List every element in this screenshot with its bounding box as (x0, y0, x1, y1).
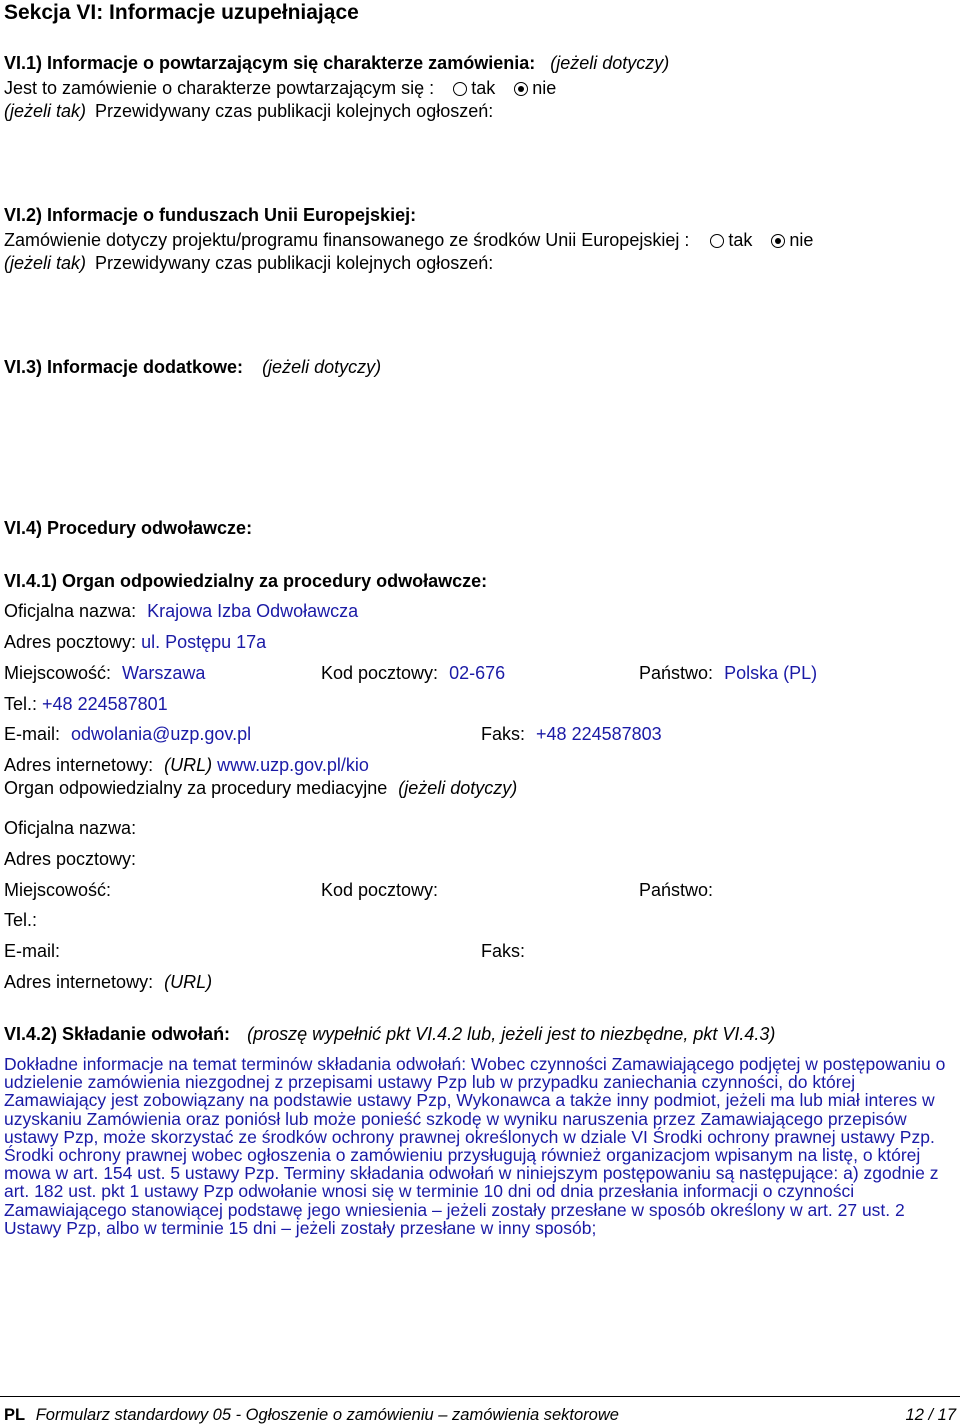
appeal-email-label: E-mail: (4, 724, 61, 744)
vi1-followup-row (4, 101, 493, 123)
appeal-www-row (4, 755, 369, 777)
vi42-note: (proszę wypełnić pkt VI.4.2 lub, jeżeli jest to niezbędne, pkt VI.4.3) (247, 1024, 776, 1044)
appeal-postcode-label: Kod pocztowy: (321, 663, 439, 683)
mediation-postcode-label: Kod pocztowy: (321, 880, 439, 900)
appeal-postcode-value: 02-676 (449, 663, 506, 683)
vi1-heading-row (4, 53, 669, 75)
appeal-country-value: Polska (PL) (724, 663, 818, 683)
vi3-heading-note: (jeżeli dotyczy) (262, 357, 382, 377)
mediation-heading-note: (jeżeli dotyczy) (398, 778, 518, 798)
section-title: Sekcja VI: Informacje uzupełniające (4, 1, 359, 24)
vi1-heading-note: (jeżeli dotyczy) (550, 53, 670, 73)
vi2-radio-no[interactable] (771, 234, 785, 248)
vi2-label-no: nie (789, 230, 814, 250)
appeal-deadlines-text: Wobec czynności Zamawiającego podjętej w postępowaniu o udzielenie zamówienia niezgodnej z przepisami ustawy Pzp lub w przypadku zaniechania czynności, do której Zamawiający jest zobowiązany na podstawie ustawy Pzp, Wykonawca a także inny podmiot, jeżeli ma lub miał interes w uzyskaniu Zamówienia oraz poniósł lub może ponieść szkodę w wyniku naruszenia przez Zamawiającego przepisów ustawy Pzp, może skorzystać ze środków ochrony prawnej określonych w dziale VI Środki ochrony prawnej ustawy Pzp. Środki ochrony prawnej wobec ogłoszenia o zamówieniu przysługują również organizacjom wpisanym na listę, o której mowa w art. 154 ust. 5 ustawy Pzp. Terminy składania odwołań w niniejszym postępowaniu są następujące: a) zgodnie z art. 182 ust. pkt 1 ustawy Pzp odwołanie wnosi się w terminie 10 dni od dnia przesłania informacji o czynności Zamawiającego stanowiącej podstawę jego wniesienia – jeżeli zostały przesłane w sposób określony w art. 27 ust. 2 Ustawy Pzp, albo w terminie 15 dni – jeżeli zostały przesłane w inny sposób; (4, 1054, 946, 1238)
mediation-email-label: E-mail: (4, 941, 61, 961)
vi3-heading-row (4, 357, 381, 379)
appeal-address-label: Adres pocztowy: (4, 632, 137, 652)
appeal-email-value[interactable]: odwolania@uzp.gov.pl (71, 724, 252, 744)
mediation-tel-label: Tel.: (4, 910, 38, 930)
appeal-tel-label: Tel.: (4, 694, 38, 714)
vi2-radio-yes[interactable] (710, 234, 724, 248)
mediation-heading: Organ odpowiedzialny za procedury mediacyjne (4, 778, 388, 798)
appeal-www-value[interactable]: www.uzp.gov.pl/kio (217, 755, 369, 775)
vi2-heading: VI.2) Informacje o funduszach Unii Europejskiej: (4, 205, 417, 225)
vi2-followup-row (4, 253, 493, 275)
vi2-label-yes: tak (728, 230, 753, 250)
appeal-www-label: Adres internetowy: (4, 755, 154, 775)
appeal-name-row (4, 601, 358, 623)
vi1-followup-text: Przewidywany czas publikacji kolejnych ogłoszeń: (95, 101, 494, 121)
appeal-email-row (4, 724, 251, 746)
vi1-radio-yes[interactable] (453, 82, 467, 96)
vi42-heading: VI.4.2) Składanie odwołań: (4, 1024, 231, 1044)
mediation-country-label: Państwo: (639, 880, 714, 900)
mediation-www-label: Adres internetowy: (4, 972, 154, 992)
mediation-heading-row (4, 778, 517, 800)
vi2-followup-text: Przewidywany czas publikacji kolejnych ogłoszeń: (95, 253, 494, 273)
vi1-question: Jest to zamówienie o charakterze powtarzającym się : (4, 78, 435, 98)
appeal-deadlines-paragraph (4, 1055, 959, 1237)
appeal-name-value: Krajowa Izba Odwoławcza (147, 601, 359, 621)
appeal-postcode-row (321, 663, 505, 685)
appeal-tel-row (4, 694, 168, 716)
appeal-city-value: Warszawa (122, 663, 206, 683)
appeal-address-row (4, 632, 266, 654)
vi1-question-row (4, 78, 556, 100)
mediation-www-note: (URL) (164, 972, 213, 992)
appeal-country-row (639, 663, 817, 685)
vi2-question-row (4, 230, 813, 252)
mediation-fax-label: Faks: (481, 941, 526, 961)
footer-form-name: Formularz standardowy 05 - Ogłoszenie o zamówieniu – zamówienia sektorowe (35, 1406, 619, 1424)
vi3-heading: VI.3) Informacje dodatkowe: (4, 357, 244, 377)
appeal-address-value: ul. Postępu 17a (141, 632, 267, 652)
footer-lang: PL (4, 1406, 26, 1424)
vi1-heading: VI.1) Informacje o powtarzającym się charakterze zamówienia: (4, 53, 536, 73)
appeal-fax-row (481, 724, 662, 746)
appeal-city-row (4, 663, 205, 685)
mediation-address-label: Adres pocztowy: (4, 849, 137, 869)
appeal-www-note: (URL) (164, 755, 213, 775)
footer-page-number: 12 / 17 (905, 1406, 956, 1424)
vi1-label-no: nie (532, 78, 557, 98)
vi1-radio-no[interactable] (514, 82, 528, 96)
vi41-heading: VI.4.1) Organ odpowiedzialny za procedury odwoławcze: (4, 571, 488, 591)
mediation-www-row (4, 972, 212, 994)
appeal-deadlines-label: Dokładne informacje na temat terminów składania odwołań: (4, 1054, 467, 1074)
appeal-fax-value: +48 224587803 (536, 724, 662, 744)
footer-left (4, 1406, 619, 1426)
vi2-followup-note: (jeżeli tak) (4, 253, 87, 273)
vi2-question: Zamówienie dotyczy projektu/programu finansowanego ze środków Unii Europejskiej : (4, 230, 690, 250)
appeal-name-label: Oficjalna nazwa: (4, 601, 137, 621)
footer-divider (0, 1396, 960, 1397)
appeal-fax-label: Faks: (481, 724, 526, 744)
mediation-name-label: Oficjalna nazwa: (4, 818, 137, 838)
vi1-followup-note: (jeżeli tak) (4, 101, 87, 121)
appeal-country-label: Państwo: (639, 663, 714, 683)
vi1-label-yes: tak (471, 78, 496, 98)
vi42-heading-row (4, 1024, 775, 1046)
appeal-city-label: Miejscowość: (4, 663, 112, 683)
vi4-heading: VI.4) Procedury odwoławcze: (4, 518, 253, 538)
appeal-tel-value: +48 224587801 (42, 694, 168, 714)
mediation-city-label: Miejscowość: (4, 880, 112, 900)
